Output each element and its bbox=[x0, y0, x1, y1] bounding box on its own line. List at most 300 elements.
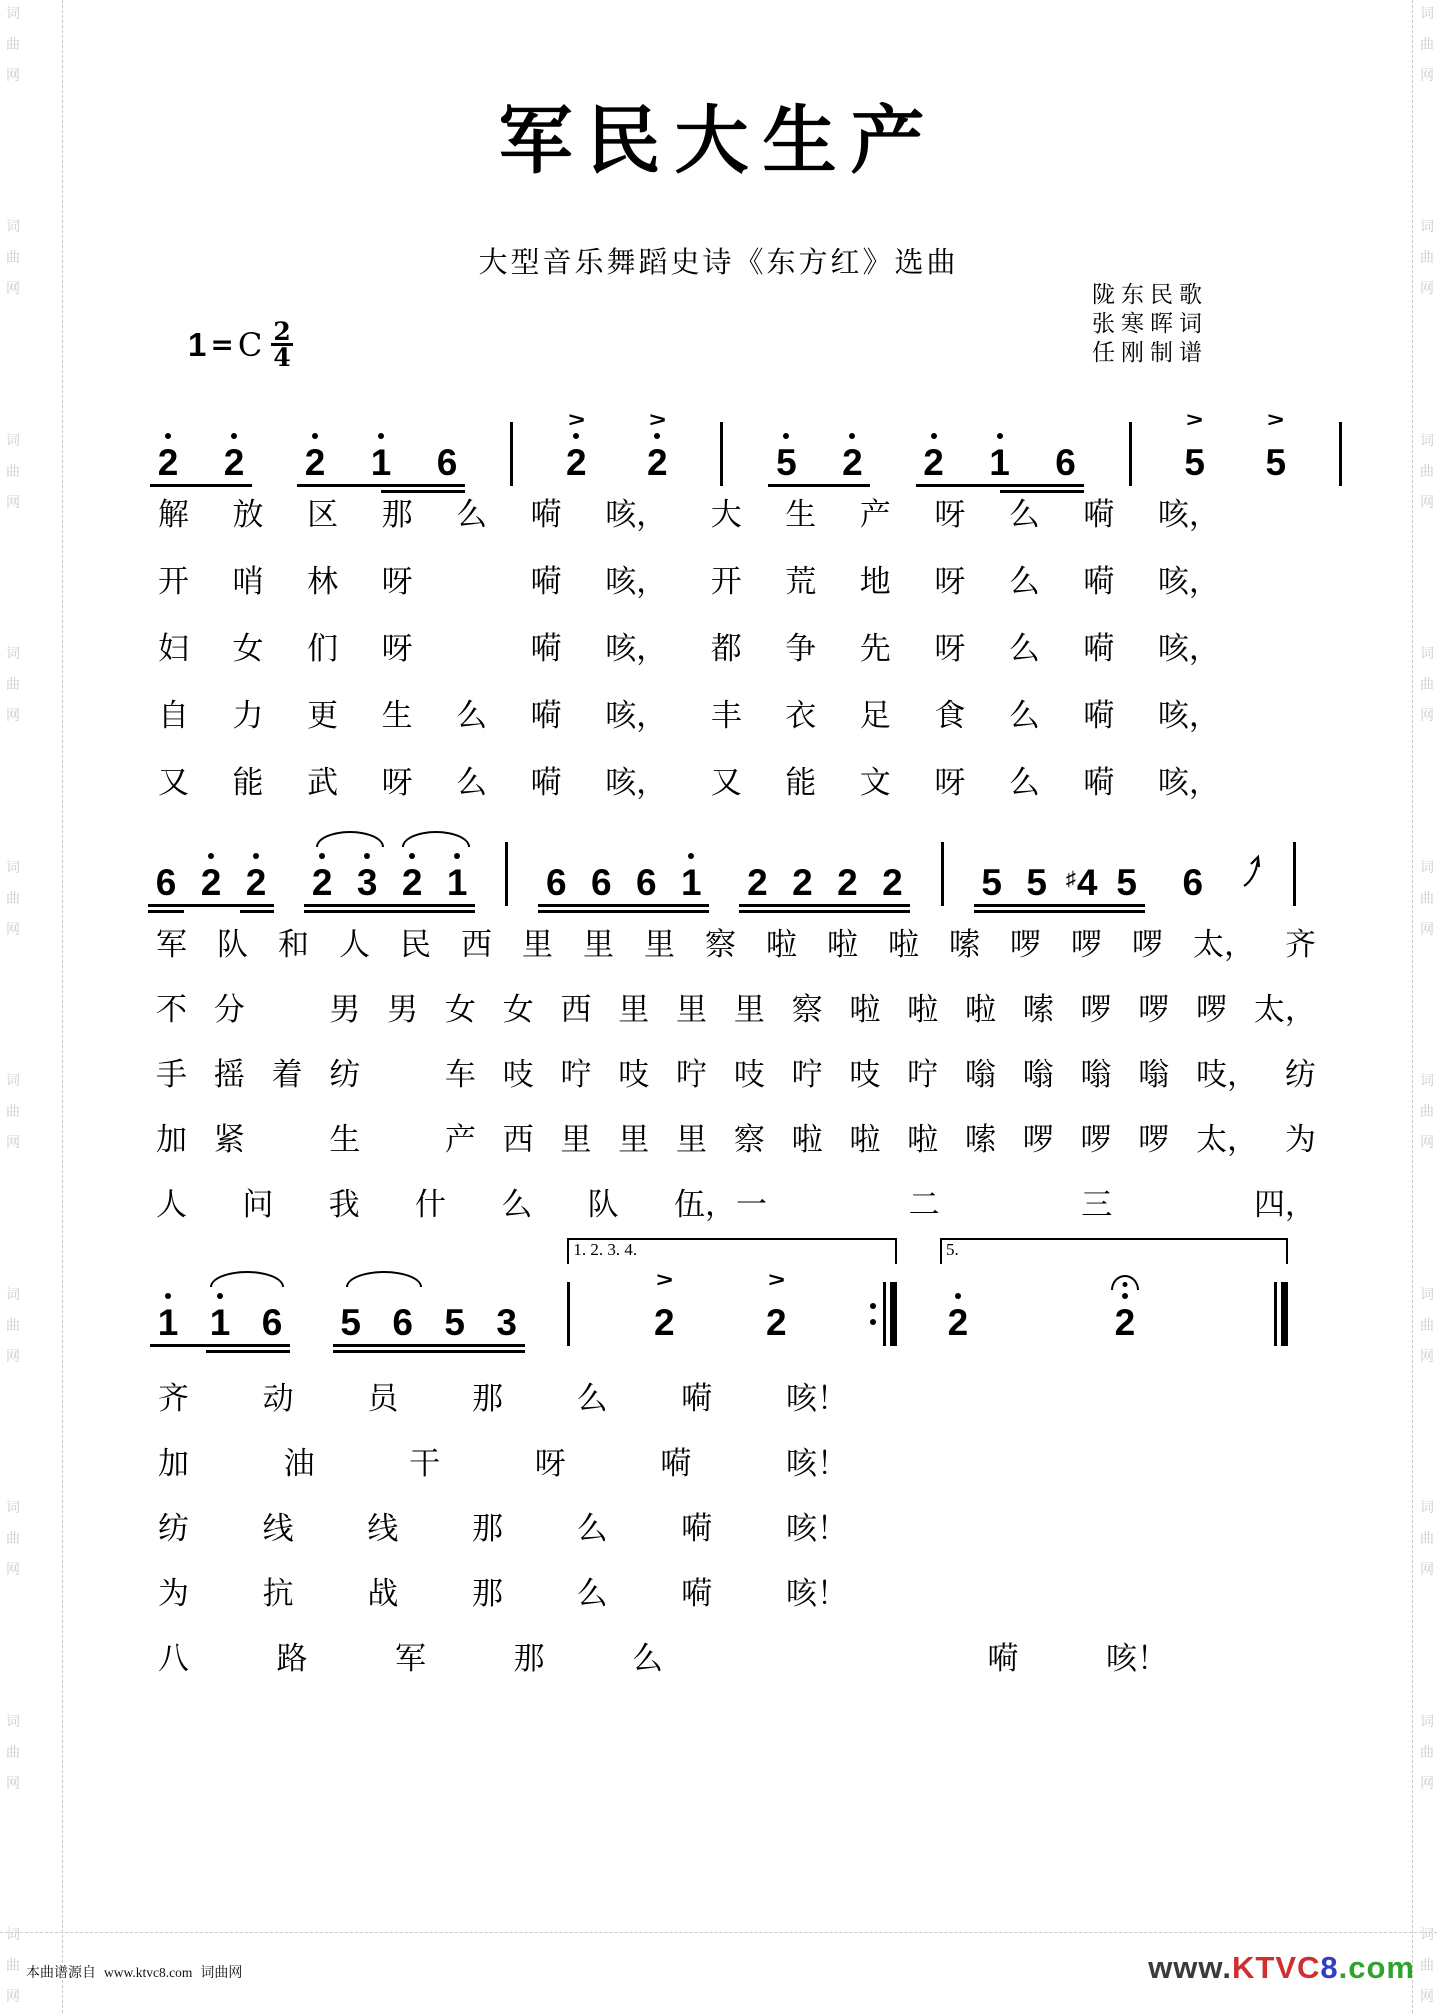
beam-line bbox=[206, 1350, 290, 1353]
jianpu-note bbox=[1258, 408, 1294, 498]
beam-line bbox=[333, 1350, 525, 1353]
lyric-syllable: 嗡 bbox=[1080, 1057, 1112, 1092]
lyric-syllable: 开 bbox=[158, 564, 189, 599]
lyrics-final-block bbox=[158, 1380, 1168, 1705]
lyric-syllable: 啦 bbox=[888, 927, 919, 962]
watermark-char: 曲 bbox=[1420, 1958, 1434, 1974]
lyric-line bbox=[158, 1380, 848, 1420]
accent-mark: > bbox=[655, 1269, 673, 1292]
music-line-1 bbox=[150, 406, 1342, 498]
lyric-syllable: 里 bbox=[733, 992, 765, 1027]
final-double-bar bbox=[1274, 1282, 1288, 1346]
note-number: 1 bbox=[446, 862, 468, 903]
lyric-syllable: 那 bbox=[381, 497, 413, 532]
lyric-syllable: 队 bbox=[217, 927, 248, 962]
credits-block bbox=[1092, 280, 1208, 367]
lyric-syllable: 太， bbox=[1253, 992, 1316, 1027]
lyric-syllable: 呀 bbox=[934, 497, 966, 532]
lyric-syllable: 产 bbox=[444, 1122, 476, 1157]
lyric-syllable: 么 bbox=[1008, 698, 1040, 733]
page-margin-guide-right bbox=[1412, 0, 1413, 2013]
sharp-sign: ♯ bbox=[1065, 868, 1076, 890]
watermark-char: 曲 bbox=[6, 1105, 20, 1121]
time-signature-numerator: 2 bbox=[273, 317, 291, 346]
note-number: 1 bbox=[681, 862, 702, 903]
lyric-syllable: 咳， bbox=[605, 631, 668, 666]
watermark-group bbox=[1420, 1289, 1437, 1365]
lyric-syllable: 队 bbox=[587, 1187, 619, 1222]
lyric-syllable: 啰 bbox=[1080, 1122, 1112, 1157]
lyric-syllable: 开 bbox=[710, 564, 742, 599]
lyric-syllable: 太， bbox=[1193, 927, 1255, 962]
octave-dot bbox=[378, 433, 384, 439]
lyric-syllable: 生 bbox=[381, 698, 413, 733]
lyric-syllable: 嗬 bbox=[681, 1576, 713, 1611]
note-number: 6 bbox=[436, 442, 458, 483]
watermark-char: 网 bbox=[1420, 922, 1434, 938]
lyric-syllable: 妇 bbox=[158, 631, 189, 666]
note-number: 3 bbox=[356, 862, 378, 903]
lyric-syllable: 又 bbox=[710, 765, 742, 800]
footer-source-url[interactable]: www.ktvc8.com bbox=[104, 1965, 193, 1980]
note-number: ♯4 bbox=[1065, 862, 1098, 903]
lyric-syllable: 地 bbox=[859, 564, 891, 599]
bar-thin bbox=[883, 1282, 886, 1346]
watermark-char: 曲 bbox=[1420, 1105, 1434, 1121]
bar-thick bbox=[1281, 1282, 1288, 1346]
note-number: 6 bbox=[591, 862, 612, 903]
note-number: 2 bbox=[157, 442, 179, 483]
note-number: 2 bbox=[792, 862, 813, 903]
lyric-syllable: 生 bbox=[329, 1122, 361, 1157]
watermark-char: 词 bbox=[6, 647, 20, 663]
lyric-syllable: 纺 bbox=[1284, 1057, 1316, 1092]
lyric-syllable bbox=[751, 1640, 782, 1680]
lyrics-verse-block-2 bbox=[156, 926, 1316, 1251]
lyric-syllable: 咛 bbox=[907, 1057, 939, 1092]
lyric-syllable: 嗬 bbox=[1083, 765, 1115, 800]
jianpu-note bbox=[646, 1268, 682, 1358]
volta-bracket bbox=[940, 1240, 1288, 1358]
watermark-char: 网 bbox=[1420, 1989, 1434, 2005]
lyric-syllable: 干 bbox=[409, 1446, 441, 1481]
lyric-syllable: 齐 bbox=[158, 1381, 189, 1416]
watermark-char: 曲 bbox=[1420, 1532, 1434, 1548]
lyric-syllable: 咳， bbox=[605, 765, 668, 800]
lyric-syllable: 咛 bbox=[560, 1057, 592, 1092]
lyric-syllable: 咳， bbox=[605, 564, 668, 599]
beam-line bbox=[240, 910, 274, 913]
lyric-syllable: 西 bbox=[461, 927, 492, 962]
watermark-char: 网 bbox=[6, 1563, 20, 1579]
watermark-group bbox=[6, 862, 26, 938]
repeat-dot bbox=[870, 1303, 876, 1309]
beam-group bbox=[538, 828, 709, 918]
lyric-syllable: 嗦 bbox=[964, 1122, 996, 1157]
lyrics-verse-block-1 bbox=[158, 496, 1220, 831]
octave-dot bbox=[783, 433, 789, 439]
lyric-syllable: 为 bbox=[1284, 1122, 1316, 1157]
footer-divider bbox=[0, 1932, 1437, 1933]
lyric-line bbox=[158, 1445, 848, 1485]
lyric-line bbox=[156, 991, 1316, 1031]
lyric-syllable: 齐 bbox=[1285, 927, 1316, 962]
beam-group bbox=[304, 828, 475, 918]
jianpu-note bbox=[1107, 1268, 1143, 1358]
lyric-syllable: 啰 bbox=[1080, 992, 1112, 1027]
octave-dot bbox=[1122, 1293, 1128, 1299]
lyric-syllable: 纺 bbox=[158, 1511, 189, 1546]
lyric-syllable: 伍，一 bbox=[673, 1187, 767, 1222]
note-number: 2 bbox=[837, 862, 858, 903]
watermark-char: 曲 bbox=[6, 251, 20, 267]
beam-line bbox=[304, 904, 475, 907]
lyric-syllable: 察 bbox=[705, 927, 736, 962]
lyric-syllable: 力 bbox=[232, 698, 264, 733]
octave-dot bbox=[688, 853, 694, 859]
octave-dot bbox=[253, 853, 259, 859]
lyric-syllable: 么 bbox=[456, 765, 488, 800]
lyric-line bbox=[158, 697, 1220, 737]
lyric-syllable: 丰 bbox=[710, 698, 742, 733]
ornament-zone bbox=[655, 1268, 673, 1292]
lyric-syllable: 咳！ bbox=[785, 1511, 848, 1546]
ornament-zone bbox=[1111, 1268, 1139, 1290]
lyric-syllable: 么 bbox=[1008, 497, 1040, 532]
note-number: 6 bbox=[155, 862, 177, 903]
lyric-syllable: 加 bbox=[158, 1446, 189, 1481]
watermark-char: 网 bbox=[1420, 69, 1434, 84]
beam-group bbox=[916, 408, 1084, 498]
lyric-line bbox=[156, 1056, 1316, 1096]
octave-dot-zone bbox=[165, 1290, 171, 1302]
lyric-syllable: 嗦 bbox=[1022, 992, 1054, 1027]
lyric-syllable: 二 bbox=[908, 1187, 940, 1222]
lyric-syllable: 那 bbox=[471, 1511, 503, 1546]
note-number: 6 bbox=[261, 1302, 283, 1343]
ornament-zone bbox=[567, 408, 585, 432]
watermark-char: 词 bbox=[1420, 7, 1434, 22]
lyric-syllable: 啰 bbox=[1022, 1122, 1054, 1157]
volta-label: 1. 2. 3. 4. bbox=[573, 1240, 638, 1259]
lyric-syllable: 么 bbox=[576, 1381, 608, 1416]
octave-dot bbox=[409, 853, 415, 859]
lyric-syllable: 更 bbox=[307, 698, 339, 733]
lyric-syllable: 生 bbox=[785, 497, 817, 532]
watermark-group bbox=[1420, 648, 1437, 724]
lyric-syllable: 里 bbox=[618, 992, 650, 1027]
watermark-char: 词 bbox=[6, 1714, 20, 1730]
lyric-syllable: 放 bbox=[232, 497, 264, 532]
lyric-syllable: 咳， bbox=[605, 698, 668, 733]
watermark-group bbox=[6, 1075, 26, 1151]
octave-dot-zone bbox=[454, 850, 460, 862]
bar-thin bbox=[1274, 1282, 1277, 1346]
watermark-char: 曲 bbox=[1420, 891, 1434, 907]
note-number: 6 bbox=[1182, 862, 1204, 903]
beam-group bbox=[297, 408, 465, 498]
credit-source: 陇东民歌 bbox=[1092, 282, 1208, 307]
octave-dot-zone bbox=[231, 430, 237, 442]
lyric-syllable: 四， bbox=[1253, 1187, 1316, 1222]
lyric-syllable: 咳， bbox=[605, 497, 668, 532]
lyric-syllable: 嗬 bbox=[530, 497, 562, 532]
key-scale-degree: 1 bbox=[188, 325, 207, 363]
lyric-syllable: 啰 bbox=[1138, 992, 1170, 1027]
octave-dot bbox=[955, 1293, 961, 1299]
repeat-end-bar bbox=[870, 1282, 897, 1346]
lyric-syllable: 嗬 bbox=[530, 698, 562, 733]
music-line-3 bbox=[150, 1240, 1288, 1358]
bar-line bbox=[1339, 422, 1342, 486]
watermark-char: 网 bbox=[1420, 282, 1434, 298]
beam-line bbox=[150, 1344, 290, 1347]
lyric-syllable: 车 bbox=[444, 1057, 476, 1092]
watermark-char: 曲 bbox=[6, 1958, 20, 1974]
lyric-syllable: 太， bbox=[1196, 1122, 1259, 1157]
fermata-dot bbox=[1122, 1282, 1127, 1287]
note-number: 5 bbox=[1265, 442, 1287, 483]
logo-part-8: 8 bbox=[1320, 1950, 1339, 1985]
beam-line bbox=[974, 910, 1145, 913]
lyric-syllable: 嗬 bbox=[530, 765, 562, 800]
watermark-char: 词 bbox=[6, 1927, 20, 1943]
bar-line bbox=[1293, 842, 1296, 906]
octave-dot bbox=[573, 433, 579, 439]
watermark-char: 网 bbox=[1420, 1136, 1434, 1152]
lyric-syllable: 纺 bbox=[329, 1057, 361, 1092]
lyric-syllable: 衣 bbox=[785, 698, 817, 733]
repeat-dots bbox=[870, 1303, 876, 1325]
lyric-syllable: 里 bbox=[522, 927, 553, 962]
octave-dot-zone bbox=[931, 430, 937, 442]
note-number: 5 bbox=[1116, 862, 1137, 903]
watermark-char: 网 bbox=[6, 1136, 20, 1152]
octave-dot-zone bbox=[319, 850, 325, 862]
bar-line bbox=[505, 842, 508, 906]
bar-line bbox=[720, 422, 723, 486]
accent-mark: > bbox=[567, 409, 585, 432]
lyric-syllable bbox=[995, 1186, 1026, 1226]
beam-line bbox=[304, 910, 475, 913]
lyric-syllable: 那 bbox=[513, 1641, 545, 1676]
watermark-group bbox=[6, 648, 26, 724]
lyric-syllable: 女 bbox=[444, 992, 476, 1027]
ornament-zone bbox=[648, 408, 666, 432]
octave-dot-zone bbox=[165, 430, 171, 442]
watermark-char: 曲 bbox=[1420, 38, 1434, 53]
lyric-syllable: 食 bbox=[934, 698, 966, 733]
watermark-char: 曲 bbox=[1420, 464, 1434, 480]
lyric-syllable: 线 bbox=[367, 1511, 399, 1546]
lyric-syllable: 为 bbox=[158, 1576, 189, 1611]
note-number: 6 bbox=[546, 862, 567, 903]
watermark-char: 网 bbox=[1420, 1563, 1434, 1579]
beam-line bbox=[381, 490, 465, 493]
fermata-mark bbox=[1111, 1275, 1139, 1290]
octave-dot bbox=[165, 433, 171, 439]
note-number: 2 bbox=[923, 442, 944, 483]
octave-dot bbox=[364, 853, 370, 859]
lyric-syllable: 嗬 bbox=[1083, 631, 1115, 666]
note-number: 2 bbox=[223, 442, 245, 483]
lyric-syllable: 问 bbox=[242, 1187, 274, 1222]
watermark-char: 词 bbox=[6, 220, 20, 236]
lyric-syllable: 三 bbox=[1081, 1187, 1113, 1222]
lyric-syllable: 人 bbox=[156, 1187, 187, 1222]
lyric-syllable: 西 bbox=[560, 992, 592, 1027]
beam-line bbox=[768, 484, 870, 487]
note-number: 5 bbox=[981, 862, 1002, 903]
note-number: 1 bbox=[989, 442, 1010, 483]
lyric-syllable: 咛 bbox=[791, 1057, 823, 1092]
watermark-char: 词 bbox=[6, 1074, 20, 1090]
page-margin-guide-left bbox=[62, 0, 63, 2013]
lyric-syllable: 啦 bbox=[827, 927, 858, 962]
octave-dot-zone bbox=[1122, 1290, 1128, 1302]
beam-line bbox=[538, 904, 709, 907]
jianpu-note bbox=[940, 1268, 976, 1358]
lyric-syllable: 嗬 bbox=[1083, 564, 1115, 599]
lyric-syllable: 嗡 bbox=[964, 1057, 996, 1092]
lyric-syllable: 么 bbox=[456, 698, 488, 733]
octave-dot-zone bbox=[783, 430, 789, 442]
lyric-syllable: 么 bbox=[1008, 564, 1040, 599]
octave-dot bbox=[208, 853, 214, 859]
watermark-char: 词 bbox=[6, 433, 20, 449]
lyric-syllable: 都 bbox=[710, 631, 742, 666]
lyric-syllable: 啰 bbox=[1071, 927, 1102, 962]
note-number: 5 bbox=[444, 1302, 465, 1343]
beam-line bbox=[150, 484, 252, 487]
lyric-syllable: 啦 bbox=[907, 1122, 939, 1157]
lyric-syllable: 争 bbox=[785, 631, 817, 666]
lyric-syllable: 里 bbox=[560, 1122, 592, 1157]
lyric-syllable: 嗬 bbox=[1083, 497, 1115, 532]
lyric-syllable: 吱， bbox=[1196, 1057, 1259, 1092]
beam-line bbox=[739, 910, 910, 913]
watermark-char: 网 bbox=[1420, 1349, 1434, 1365]
lyric-syllable: 足 bbox=[859, 698, 891, 733]
lyric-syllable: 我 bbox=[328, 1187, 360, 1222]
lyric-syllable: 解 bbox=[158, 497, 189, 532]
lyric-syllable: 林 bbox=[307, 564, 339, 599]
watermark-char: 网 bbox=[6, 1776, 20, 1792]
octave-dot-zone bbox=[955, 1290, 961, 1302]
lyric-syllable: 加 bbox=[156, 1122, 187, 1157]
watermark-char: 网 bbox=[6, 1989, 20, 2005]
lyric-syllable: 咳， bbox=[1157, 497, 1220, 532]
lyric-syllable: 能 bbox=[785, 765, 817, 800]
octave-dot-zone bbox=[364, 850, 370, 862]
lyric-syllable: 吱 bbox=[849, 1057, 881, 1092]
lyric-syllable: 啦 bbox=[849, 1122, 881, 1157]
note-number: 6 bbox=[392, 1302, 413, 1343]
watermark-char: 网 bbox=[6, 282, 20, 298]
lyric-syllable: 啰 bbox=[1132, 927, 1163, 962]
accent-mark: > bbox=[1186, 409, 1204, 432]
beam-line bbox=[148, 904, 274, 907]
lyric-syllable: 么 bbox=[632, 1641, 663, 1676]
watermark-char: 曲 bbox=[6, 464, 20, 480]
ornament-zone bbox=[1267, 408, 1285, 432]
lyric-syllable: 嗬 bbox=[987, 1641, 1019, 1676]
lyric-syllable: 啦 bbox=[964, 992, 996, 1027]
lyric-line bbox=[158, 496, 1220, 536]
lyric-syllable: 不 bbox=[156, 992, 187, 1027]
lyric-syllable: 线 bbox=[262, 1511, 294, 1546]
watermark-char: 词 bbox=[6, 860, 20, 876]
octave-dot bbox=[217, 1293, 223, 1299]
lyric-syllable bbox=[387, 1056, 418, 1096]
beam-line bbox=[538, 910, 709, 913]
lyric-syllable: 抗 bbox=[262, 1576, 294, 1611]
beam-group bbox=[974, 828, 1145, 918]
logo-part-www: www. bbox=[1148, 1950, 1232, 1985]
note-number: 2 bbox=[200, 862, 222, 903]
lyric-line bbox=[158, 563, 1220, 603]
beam-group bbox=[150, 408, 252, 498]
note-number: 6 bbox=[1055, 442, 1076, 483]
lyric-syllable: 民 bbox=[400, 927, 431, 962]
glissando-arrow bbox=[1241, 853, 1263, 894]
watermark-char: 网 bbox=[1420, 709, 1434, 725]
lyric-syllable: 里 bbox=[583, 927, 614, 962]
lyric-syllable: 咳， bbox=[1157, 698, 1220, 733]
jianpu-note bbox=[558, 408, 594, 498]
music-line-2 bbox=[148, 826, 1296, 918]
octave-dot bbox=[654, 433, 660, 439]
note-number: 1 bbox=[157, 1302, 179, 1343]
lyric-line bbox=[158, 1575, 848, 1615]
lyric-syllable: 吱 bbox=[733, 1057, 765, 1092]
lyric-syllable: 女 bbox=[232, 631, 264, 666]
watermark-char: 词 bbox=[6, 7, 20, 22]
song-title: 军民大生产 bbox=[498, 98, 939, 184]
lyric-syllable: 能 bbox=[232, 765, 264, 800]
beam-group bbox=[333, 1268, 525, 1358]
watermark-char: 曲 bbox=[6, 1318, 20, 1334]
footer-source-suffix: 词曲网 bbox=[200, 1966, 243, 1981]
note-number: 2 bbox=[401, 862, 423, 903]
lyric-syllable: 察 bbox=[733, 1122, 765, 1157]
watermark-group bbox=[6, 1502, 26, 1578]
note-number: 2 bbox=[647, 442, 668, 483]
beam-line bbox=[916, 484, 1084, 487]
lyric-syllable: 嗬 bbox=[660, 1446, 692, 1481]
lyric-line bbox=[156, 1121, 1316, 1161]
watermark-char: 词 bbox=[1420, 1714, 1434, 1730]
ktvc8-logo[interactable] bbox=[1148, 1950, 1415, 1986]
lyric-line bbox=[158, 630, 1220, 670]
octave-dot-zone bbox=[849, 430, 855, 442]
lyric-syllable: 男 bbox=[387, 992, 419, 1027]
footer-source-prefix: 本曲谱源自 bbox=[26, 1966, 96, 1981]
lyric-syllable: 摇 bbox=[213, 1057, 245, 1092]
watermark-group bbox=[6, 8, 26, 84]
lyric-syllable: 啦 bbox=[907, 992, 939, 1027]
watermark-char: 词 bbox=[1420, 1927, 1434, 1943]
watermark-group bbox=[1420, 1502, 1437, 1578]
octave-dot bbox=[931, 433, 937, 439]
jianpu-note bbox=[1175, 828, 1211, 918]
lyric-syllable: 大 bbox=[710, 497, 742, 532]
lyric-syllable: 里 bbox=[644, 927, 675, 962]
octave-dot bbox=[319, 853, 325, 859]
note-number: 2 bbox=[565, 442, 587, 483]
watermark-left-column bbox=[6, 8, 26, 2005]
lyric-syllable: 哨 bbox=[232, 564, 264, 599]
